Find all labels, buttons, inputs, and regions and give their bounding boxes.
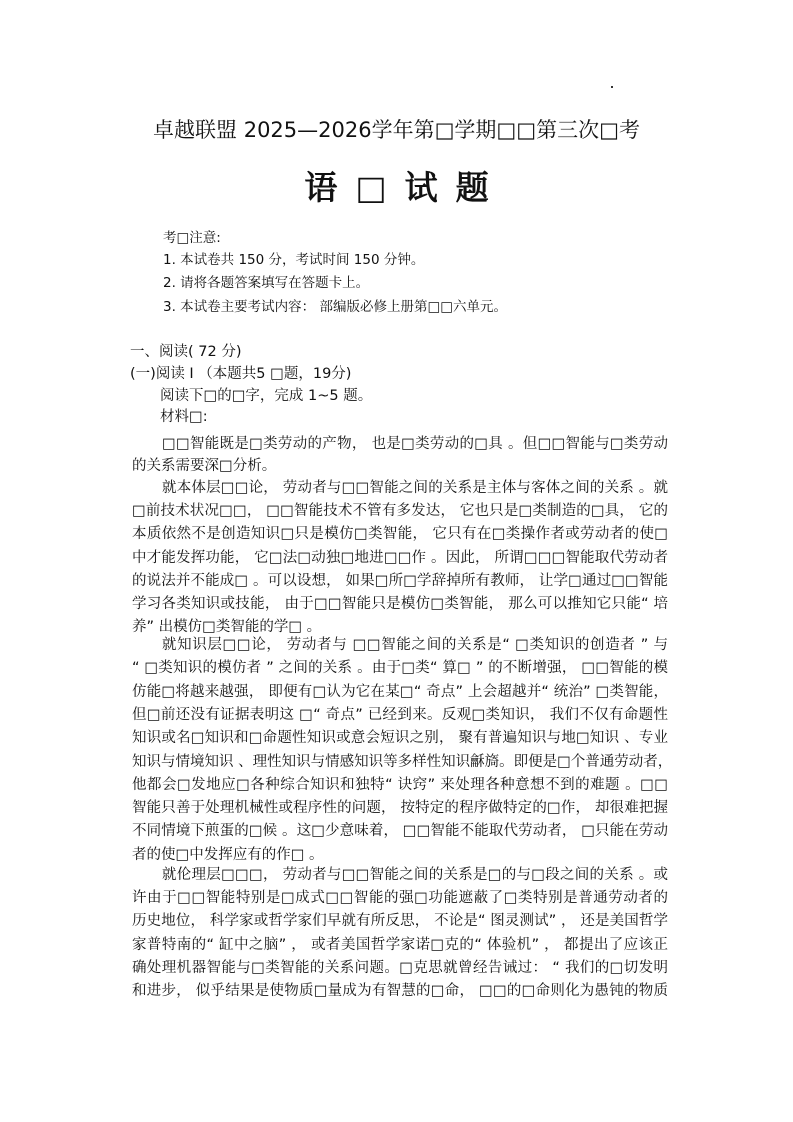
notice-label: 考□注意: xyxy=(163,230,221,246)
section-heading: 一、阅读( 72 分) xyxy=(130,344,242,360)
paragraph-line: 历史地位， 科学家或哲学家们早就有所反思， 不论是“ 图灵测试” ， 还是美国哲学 xyxy=(132,913,668,930)
paragraph-line: 就伦理层□□□， 劳动者与□□智能之间的关系是□的与□段之间的关系 。或 xyxy=(162,867,668,883)
notice-item: 1. 本试卷共 150 分，考试时间 150 分钟。 xyxy=(163,252,425,268)
paragraph-line: 学习各类知识或技能， 由于□□智能只是模仿□类智能， 那么可以推知它只能“ 培 xyxy=(132,596,668,612)
paragraph-line: 智能只善于处理机械性或程序性的问题， 按特定的程序做特定的□作， 却很难把握 xyxy=(132,800,668,817)
paragraph-line: 的说法并不能成□ 。可以设想， 如果□所□学辞掉所有教师， 让学□通过□□智能 xyxy=(132,572,668,589)
paragraph-line: 知识与情境知识 、理性知识与情感知识等多样性知识龢旖。即便是□个普通劳动者， xyxy=(132,753,673,770)
reading-instruction: 阅读下□的□字，完成 1~5 题。 xyxy=(160,388,373,404)
paragraph-line: 仿能□将越来越强， 即便有□认为它在某□“ 奇点” 上会超越并“ 统治” □类智能， xyxy=(132,683,668,700)
paragraph-line: 他都会□发地应□各种综合知识和独特“ 诀窍” 来处理各种意想不到的难题 。□□ xyxy=(132,776,668,793)
paragraph-line: 就知识层□□论， 劳动者与 □□智能之间的关系是“ □类知识的创造者 ” 与 xyxy=(162,637,668,653)
paragraph-line: 不同情境下煎蛋的□候 。这□少意味着， □□智能不能取代劳动者， □只能在劳动 xyxy=(132,823,668,840)
paragraph-line: 确处理机器智能与□类智能的关系问题。□克思就曾经告诫过： “ 我们的□切发明 xyxy=(132,959,668,976)
paragraph-line: 中才能发挥功能， 它□法□动独□地进□□作 。因此， 所谓□□□智能取代劳动者 xyxy=(132,549,668,566)
paragraph-line: 者的使□中发挥应有的作□ 。 xyxy=(132,846,324,863)
paragraph-line: 家普特南的“ 缸中之脑” ， 或者美国哲学家诺□克的“ 体验机” ， 都提出了应该正 xyxy=(132,936,668,953)
material-label: 材料□: xyxy=(160,409,208,425)
paragraph-line: “ □类知识的模仿者 ” 之间的关系 。由于□类“ 算□ ” 的不断增强， □□智能的模 xyxy=(132,660,668,677)
paragraph-line: 和进步， 似乎结果是使物质□量成为有智慧的□命， □□的□命则化为愚钝的物质 xyxy=(132,983,668,999)
subsection-heading: (一)阅读 Ⅰ （本题共5 □题，19分) xyxy=(130,366,352,382)
paragraph-line: 但□前还没有证据表明这 □“ 奇点” 已经到来。反观□类知识， 我们不仅有命题性 xyxy=(132,706,668,723)
paragraph-line: 本质依然不是创造知识□只是模仿□类智能， 它只有在□类操作者或劳动者的使□ xyxy=(132,526,668,543)
paragraph-line: 许由于□□智能特别是□成式□□智能的强□功能遮蔽了□类特别是普通劳动者的 xyxy=(132,890,668,907)
notice-item: 3. 本试卷主要考试内容： 部编版必修上册第□□六单元。 xyxy=(163,299,507,315)
paragraph-line: 养” 出模仿□类智能的学□ 。 xyxy=(132,619,322,636)
paragraph-line: 就本体层□□论， 劳动者与□□智能之间的关系是主体与客体之间的关系 。就 xyxy=(162,480,668,496)
paragraph-line: □□智能既是□类劳动的产物， 也是□类劳动的□具 。但□□智能与□类劳动 xyxy=(162,436,668,452)
paragraph-line: 的关系需要深□分析。 xyxy=(132,458,277,474)
paragraph-line: 知识或名□知识和□命题性知识或意会短识之别， 聚有普遍知识与地□知识 、专业 xyxy=(132,730,668,747)
subject-title: 语□试题 xyxy=(304,168,507,207)
page-mark xyxy=(611,86,613,88)
paragraph-line: □前技术状况□□， □□智能技术不管有多发达， 它也只是□类制造的□具， 它的 xyxy=(132,503,668,520)
exam-title: 卓越联盟 2025—2026学年第□学期□□第三次□考 xyxy=(153,118,640,142)
notice-item: 2. 请将各题答案填写在答题卡上。 xyxy=(163,275,370,291)
